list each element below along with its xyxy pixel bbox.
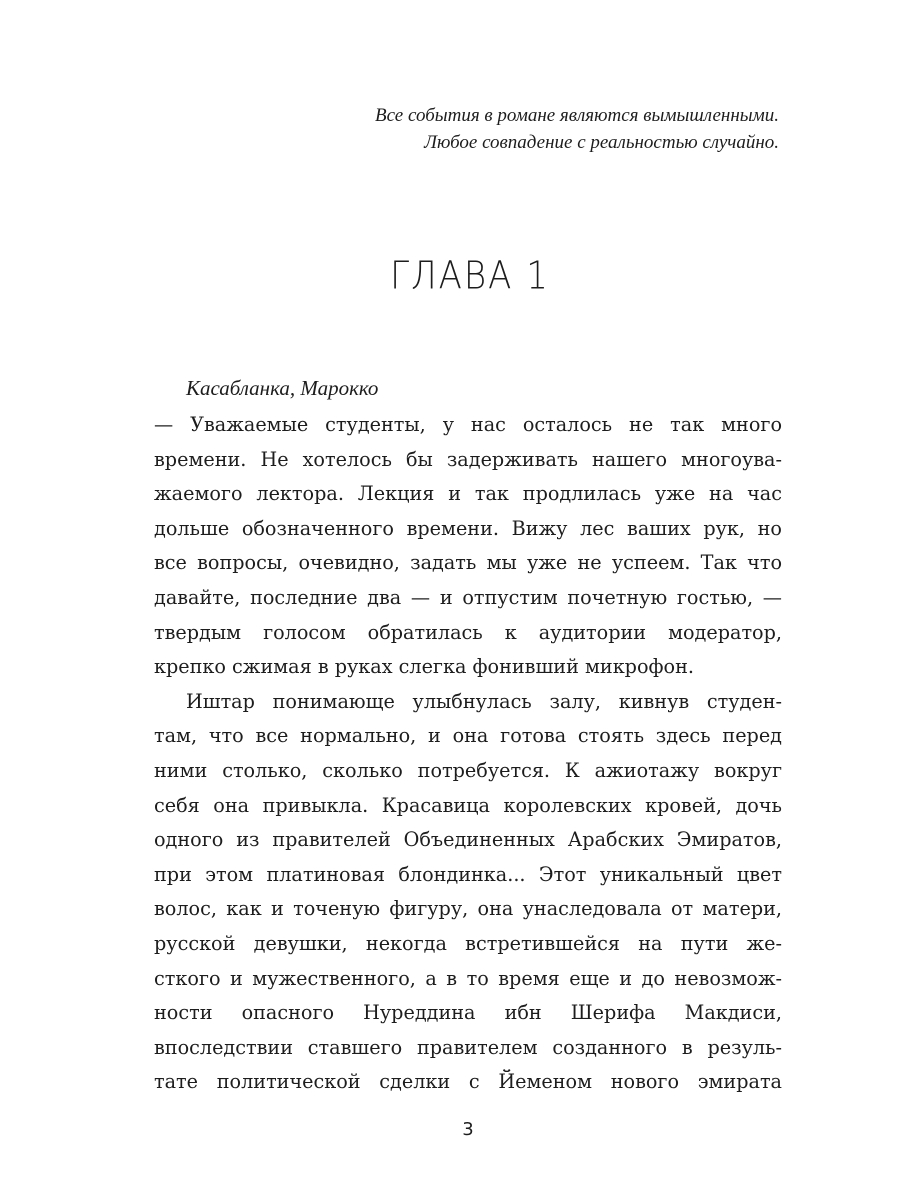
text-line: ними столько, сколько потребуется. К ажиотажу вокруг xyxy=(154,758,782,782)
text-line: волос, как и точеную фигуру, она унаследовала от матери, xyxy=(154,897,782,921)
text-line: сткого и мужественного, а в то время еще и до невозмож- xyxy=(154,966,782,990)
text-line: впоследствии ставшего правителем созданного в резуль- xyxy=(154,1035,782,1059)
text-line: ности опасного Нуреддина ибн Шерифа Макдиси, xyxy=(154,1001,782,1025)
text-line: там, что все нормально, и она готова стоять здесь перед xyxy=(154,724,782,748)
chapter-title: ГЛАВА 1 xyxy=(390,253,550,299)
epigraph xyxy=(179,102,779,156)
text-line: при этом платиновая блондинка... Этот уникальный цвет xyxy=(154,862,782,886)
text-line: жаемого лектора. Лекция и так продлилась уже на час xyxy=(154,482,782,506)
text-line: тате политической сделки с Йеменом нового эмирата xyxy=(154,1070,782,1094)
text-line: дольше обозначенного времени. Вижу лес ваших рук, но xyxy=(154,516,782,540)
text-line: давайте, последние два — и отпустим почетную гостью, — xyxy=(154,585,782,609)
page-number: 3 xyxy=(462,1119,474,1140)
text-line: крепко сжимая в руках слегка фонивший микрофон. xyxy=(154,655,694,679)
text-line: твердым голосом обратилась к аудитории модератор, xyxy=(154,620,782,644)
epigraph-line: Любое совпадение с реальностью случайно. xyxy=(424,132,779,153)
text-line: одного из правителей Объединенных Арабских Эмиратов, xyxy=(154,828,782,852)
text-line: времени. Не хотелось бы задерживать нашего многоува- xyxy=(154,447,782,471)
location-heading: Касабланка, Марокко xyxy=(186,376,379,400)
text-line: все вопросы, очевидно, задать мы уже не успеем. Так что xyxy=(154,551,782,575)
text-line: — Уважаемые студенты, у нас осталось не так много xyxy=(154,413,782,436)
text-line: русской девушки, некогда встретившейся на пути же- xyxy=(154,931,782,955)
text-line: Иштар понимающе улыбнулась залу, кивнув студен- xyxy=(186,689,782,713)
epigraph-line: Все события в романе являются вымышленными. xyxy=(375,105,779,126)
body-text xyxy=(154,408,782,1100)
text-line: себя она привыкла. Красавица королевских кровей, дочь xyxy=(154,793,782,817)
